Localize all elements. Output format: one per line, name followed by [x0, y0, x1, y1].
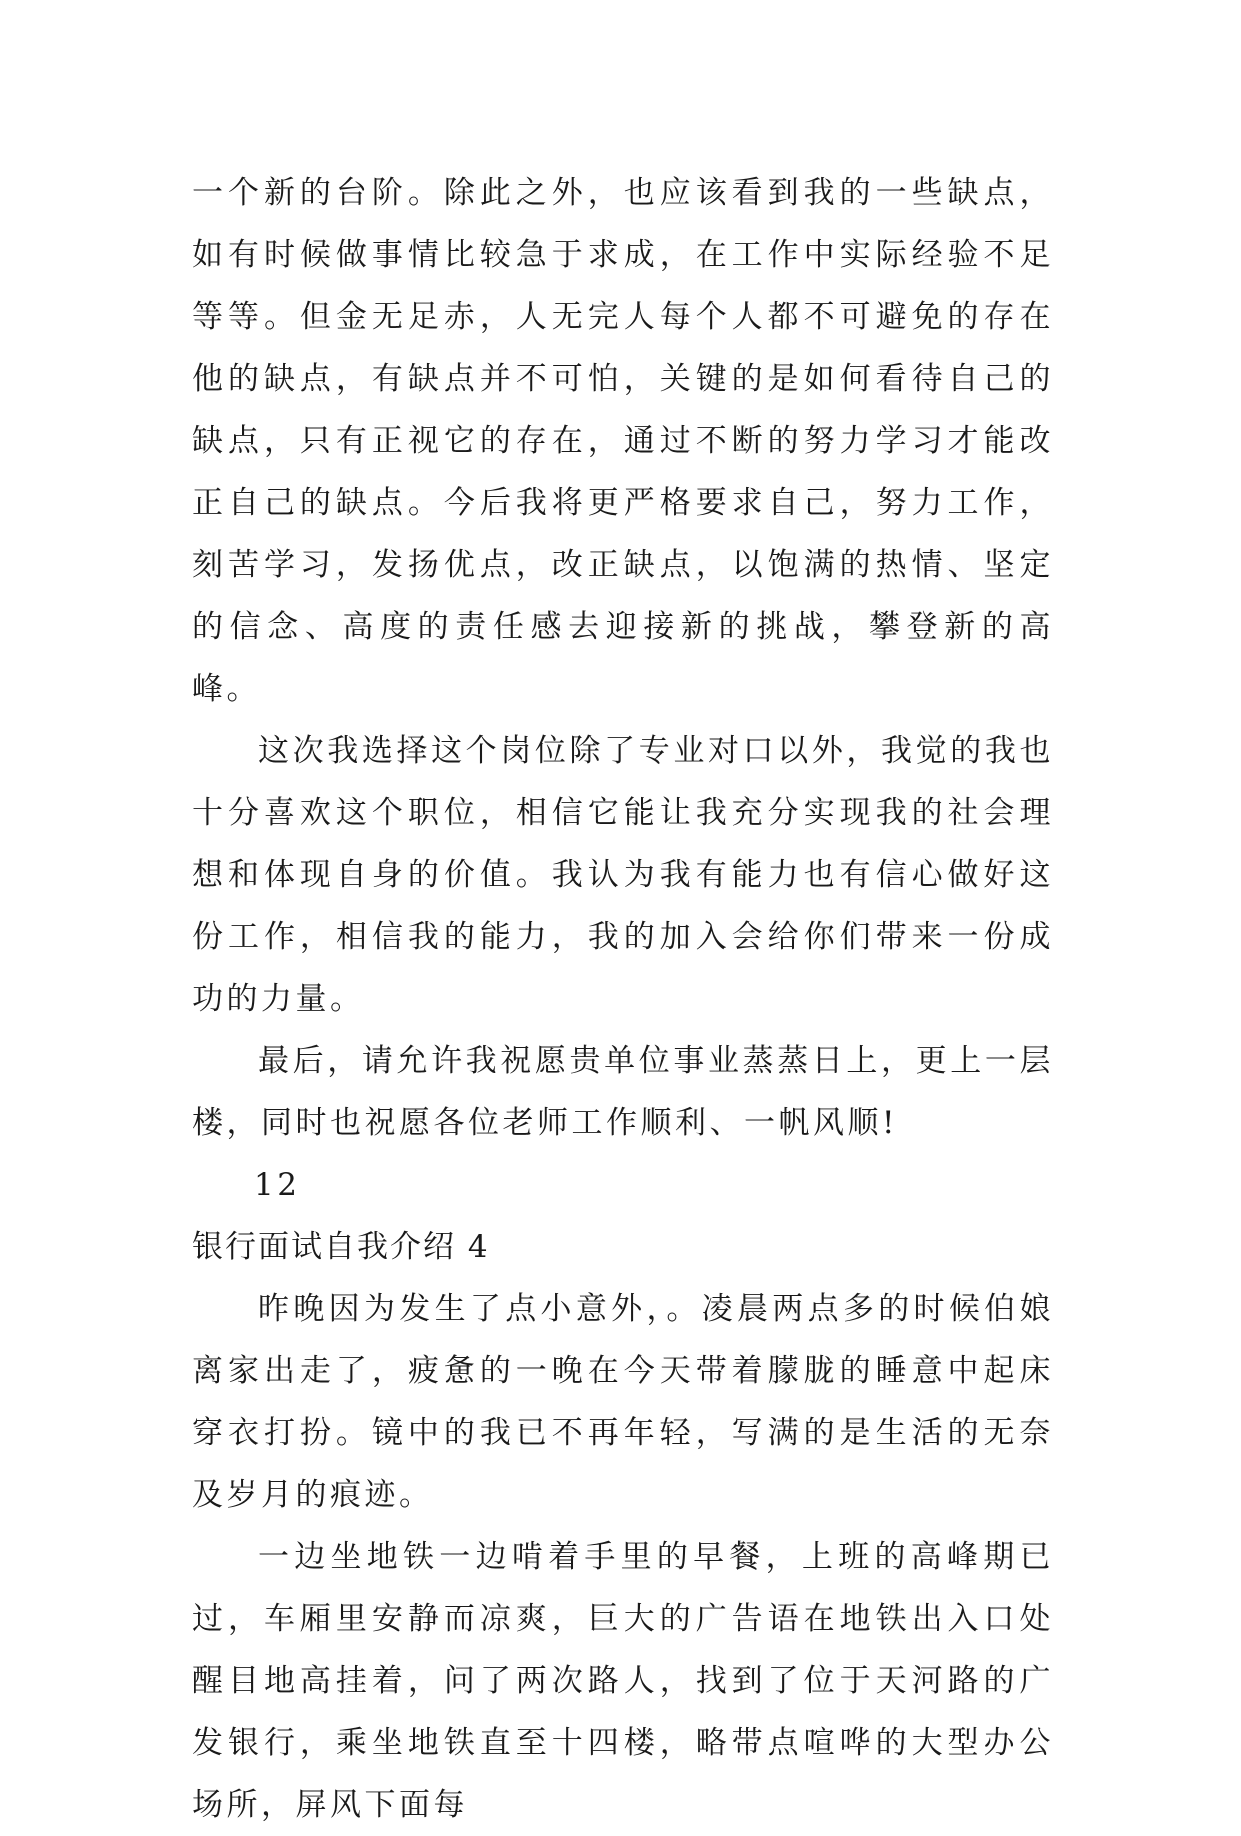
paragraph-job-choice: 这次我选择这个岗位除了专业对口以外，我觉的我也十分喜欢这个职位，相信它能让我充分实现我的社会理想和体现自身的价值。我认为我有能力也有信心做好这份工作，相信我的能力，我的加入会给你们带来一份成功的力量。 [192, 733, 1054, 1017]
paragraph-last-night: 昨晚因为发生了点小意外，。凌晨两点多的时候伯娘离家出走了，疲惫的一晚在今天带着朦胧的睡意中起床穿衣打扮。镜中的我已不再年轻，写满的是生活的无奈及岁月的痕迹。 [192, 1291, 1054, 1513]
document-body [192, 162, 1054, 1836]
page-number: 12 [254, 1167, 301, 1203]
paragraph-continuation: 一个新的台阶。除此之外，也应该看到我的一些缺点，如有时候做事情比较急于求成，在工作中实际经验不足等等。但金无足赤，人无完人每个人都不可避免的存在他的缺点，有缺点并不可怕，关键的是如何看待自己的缺点，只有正视它的存在，通过不断的努力学习才能改正自己的缺点。今后我将更严格要求自己，努力工作，刻苦学习，发扬优点，改正缺点，以饱满的热情、坚定的信念、高度的责任感去迎接新的挑战，攀登新的高峰。 [192, 175, 1054, 707]
paragraph-subway: 一边坐地铁一边啃着手里的早餐，上班的高峰期已过，车厢里安静而凉爽，巨大的广告语在地铁出入口处醒目地高挂着，问了两次路人，找到了位于天河路的广发银行，乘坐地铁直至十四楼，略带点喧哗的大型办公场所，屏风下面每 [192, 1539, 1054, 1823]
paragraph-closing-wishes: 最后，请允许我祝愿贵单位事业蒸蒸日上，更上一层楼，同时也祝愿各位老师工作顺利、一帆风顺! [192, 1043, 1054, 1141]
section-title: 银行面试自我介绍 4 [192, 1229, 490, 1265]
